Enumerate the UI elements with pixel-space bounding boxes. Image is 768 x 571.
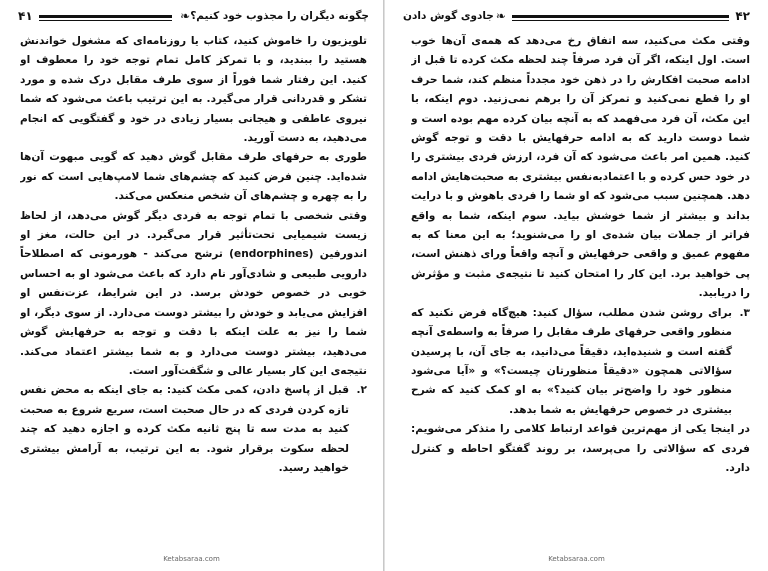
header-rule (512, 15, 729, 18)
paragraph: وقتی مکث می‌کنید، سه اتفاق رخ می‌دهد که همه‌ی آن‌ها خوب است. اول اینکه، اگر آن فرد صرفاً چند لحظه مکث کرده تا قبل از ادامه صحبت افکارش را در ذهن خود مجدداً منظم کند، شما حرف او را قطع نمی‌کنید و تمرکز آن را برهم نمی‌زنید. دوم اینکه، با این مکث، آن فرد می‌فهمد که به آنچه بیان کرده مهم بوده است و شما دوست دارید که به ادامه حرفهایش با دقت و توجه گوش کنید. همین امر باعث می‌شود که آن فرد، ارزش فردی بیشتری را در خود حس کرده و با اعتمادبه‌نفس بیشتری به صحبت‌هایش ادامه دهد. همچنین سبب می‌شود که او شما را فردی باهوش و با درایت بداند و بیشتر از شما خوشش بیاید. سوم اینکه، شما به واقع فراتر از جملات بیان شده‌ی او را می‌شنوید؛ به این معنا که به مفهوم عمیق و واقعی حرفهایش و آنچه واقعاً ورای ذهنش است، پی خواهید برد. این کار را امتحان کنید تا نتیجه‌ی مثبت و مؤثرش را دریابید. (411, 35, 750, 300)
paragraph: تلویزیون را خاموش کنید، کتاب یا روزنامه‌ای که مشغول خواندنش هستید را ببندید، و با تمرکز کامل تمام توجه خود را معطوف او کنید. این رفتار شما فوراً از سوی طرف مقابل درک شده و مورد تشکر و قدردانی قرار می‌گیرد. به این ترتیب باعث می‌شود که شما نیروی عاطفی و هیجانی بسیار زیادی در خود و گفتگویی که انجام می‌دهید، به دست آورید. (20, 35, 367, 145)
item-number: ۲. (356, 384, 367, 397)
paragraph: طوری به حرفهای طرف مقابل گوش دهید که گویی مبهوت آن‌ها شده‌اید. چنین فرض کنید که چشم‌های شما لامپ‌هایی است که نور را به چهره و چشم‌های آن شخص منعکس می‌کند. (20, 151, 367, 203)
item-text: قبل از پاسخ دادن، کمی مکث کنید: به جای اینکه به محض نفس تازه کردن فردی که در حال صحبت است، سریع شروع به صحبت کنید به مدت سه تا پنج ثانیه مکث کرده و اجازه دهید که چند لحظه سکوت برقرار شود. به این ترتیب، به آرامش بیشتری خواهید رسید. (20, 384, 349, 474)
numbered-item (411, 304, 750, 420)
right-page (384, 0, 768, 571)
right-page-body (411, 32, 750, 541)
left-page-body (20, 32, 367, 541)
header-rule (39, 15, 173, 18)
left-page-footer: Ketabsaraa.com (163, 555, 220, 563)
right-page-title: جادوی گوش دادن (403, 10, 494, 22)
right-page-footer: Ketabsaraa.com (548, 555, 605, 563)
left-page-number: ۴۱ (18, 9, 33, 23)
ornament-icon: ❧ (180, 9, 191, 23)
item-text: برای روشن شدن مطلب، سؤال کنید: هیچ‌گاه فرض نکنید که منظور واقعی حرفهای طرف مقابل را صرفاً به واسطه‌ی آنچه گفته است و شنیده‌اید، دقیقاً می‌دانید، به جای آن، با پرسیدن سؤالاتی همچون «دقیقاً منظورتان چیست؟» و «آیا می‌شود منظور خود را واضح‌تر بیان کنید؟» به او کمک کنید که شرح بیشتری در خصوص حرفهایش به شما بدهد. (411, 306, 732, 416)
left-page-title: چگونه دیگران را مجذوب خود کنیم؟ (190, 10, 369, 22)
numbered-item (20, 381, 367, 478)
paragraph: وقتی شخصی با تمام توجه به فردی دیگر گوش می‌دهد، از لحاظ زیست شیمیایی تحت‌تأثیر قرار می‌گیرد. در این حالت، مغز او اندورفین (endorphines) ترشح می‌کند - هورمونی که اصطلاحاً دارویی طبیعی و شادی‌آور نام دارد که باعث می‌شود او به احساس خوبی در خصوص خودش برسد. در این شرایط، عزت‌نفس او افزایش می‌یابد و خودش را بیشتر دوست می‌دارد. از سوی دیگر، او شما را نیز به علت اینکه با دقت و توجه به حرفهایش گوش می‌دهید، بیشتر دوست می‌دارد و به شما بیشتر اعتماد می‌کند. نتیجه‌ی این کار بسیار عالی و شگفت‌آور است. (20, 209, 367, 377)
left-page-header (18, 6, 369, 26)
right-page-number: ۴۲ (735, 9, 750, 23)
right-page-header (403, 6, 750, 26)
item-number: ۳. (739, 306, 750, 319)
ornament-icon: ❧ (495, 9, 506, 23)
closing-paragraph: در اینجا یکی از مهم‌ترین قواعد ارتباط کلامی را متذکر می‌شویم: فردی که سؤالاتی را می‌پرسد، بر روند گفتگو احاطه و کنترل دارد. (411, 423, 750, 474)
